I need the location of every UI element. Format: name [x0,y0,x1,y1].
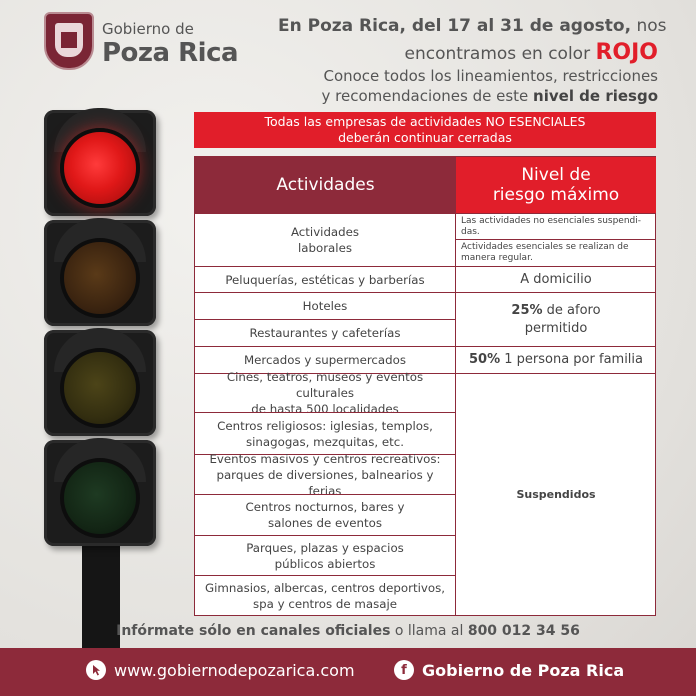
table-row-activity: Centros nocturnos, bares y salones de eventos [195,494,456,535]
traffic-light-orange-unit [44,220,156,326]
orange-light-icon [60,238,140,318]
table-row-activity: Centros religiosos: iglesias, templos, sinagogas, mezquitas, etc. [195,412,456,454]
facebook-icon: f [394,660,414,680]
cursor-click-icon [86,660,106,680]
logo-subtitle: Gobierno de [102,20,194,38]
table-row-activity: Eventos masivos y centros recreativos: parques de diversiones, balnearios y ferias [195,454,456,494]
phone-number: 800 012 34 56 [467,623,580,639]
logo-title: Poza Rica [102,38,239,68]
header-line-3: Conoce todos los lineamientos, restricciones [323,67,658,85]
level-cell-laboral-nonessential: Las actividades no esenciales suspendi-das. [456,213,656,239]
table-row-activity: Hoteles [195,292,456,319]
column-header-activities: Actividades [195,157,456,213]
table-row-activity: Actividades laborales [195,213,456,266]
table-row-activity: Mercados y supermercados [195,346,456,373]
traffic-light-red-unit [44,110,156,216]
column-header-risk-level: Nivel de riesgo máximo [456,157,656,213]
traffic-light-pole [82,540,120,660]
header-line-2: encontramos en color ROJO [404,40,658,65]
info-line: Infórmate sólo en canales oficiales o llama al 800 012 34 56 [116,623,580,639]
activities-table [194,156,656,616]
traffic-light-green-unit [44,440,156,546]
footer-bar [0,648,696,696]
level-cell-mercados: 50% 1 persona por familia [456,346,656,373]
level-cell-laboral-essential: Actividades esenciales se realizan de manera regular. [456,239,656,266]
table-row-activity: Gimnasios, albercas, centros deportivos, spa y centros de masaje [195,575,456,616]
header [278,16,667,105]
closure-banner: Todas las empresas de actividades NO ESENCIALES deberán continuar cerradas [194,112,656,148]
facebook-link[interactable]: f Gobierno de Poza Rica [394,660,624,680]
color-level: ROJO [595,40,658,65]
yellow-light-icon [60,348,140,428]
header-line-4: y recomendaciones de este nivel de riesgo [321,87,658,105]
table-row-activity: Cines, teatros, museos y eventos culturales de hasta 500 localidades [195,373,456,412]
table-row-activity: Restaurantes y cafeterías [195,319,456,346]
table-row-activity: Peluquerías, estéticas y barberías [195,266,456,292]
table-row-activity: Parques, plazas y espacios públicos abiertos [195,535,456,575]
level-cell-suspendidos: Suspendidos [456,373,656,616]
traffic-light-yellow-unit [44,330,156,436]
red-light-icon [60,128,140,208]
website-link[interactable]: www.gobiernodepozarica.com [86,660,355,680]
level-cell-domicilio: A domicilio [456,266,656,292]
coat-of-arms-icon [44,12,94,70]
level-cell-aforo: 25% de aforo permitido [456,292,656,346]
green-light-icon [60,458,140,538]
logo [44,12,244,74]
header-line-1: En Poza Rica, del 17 al 31 de agosto, nos [278,16,667,36]
